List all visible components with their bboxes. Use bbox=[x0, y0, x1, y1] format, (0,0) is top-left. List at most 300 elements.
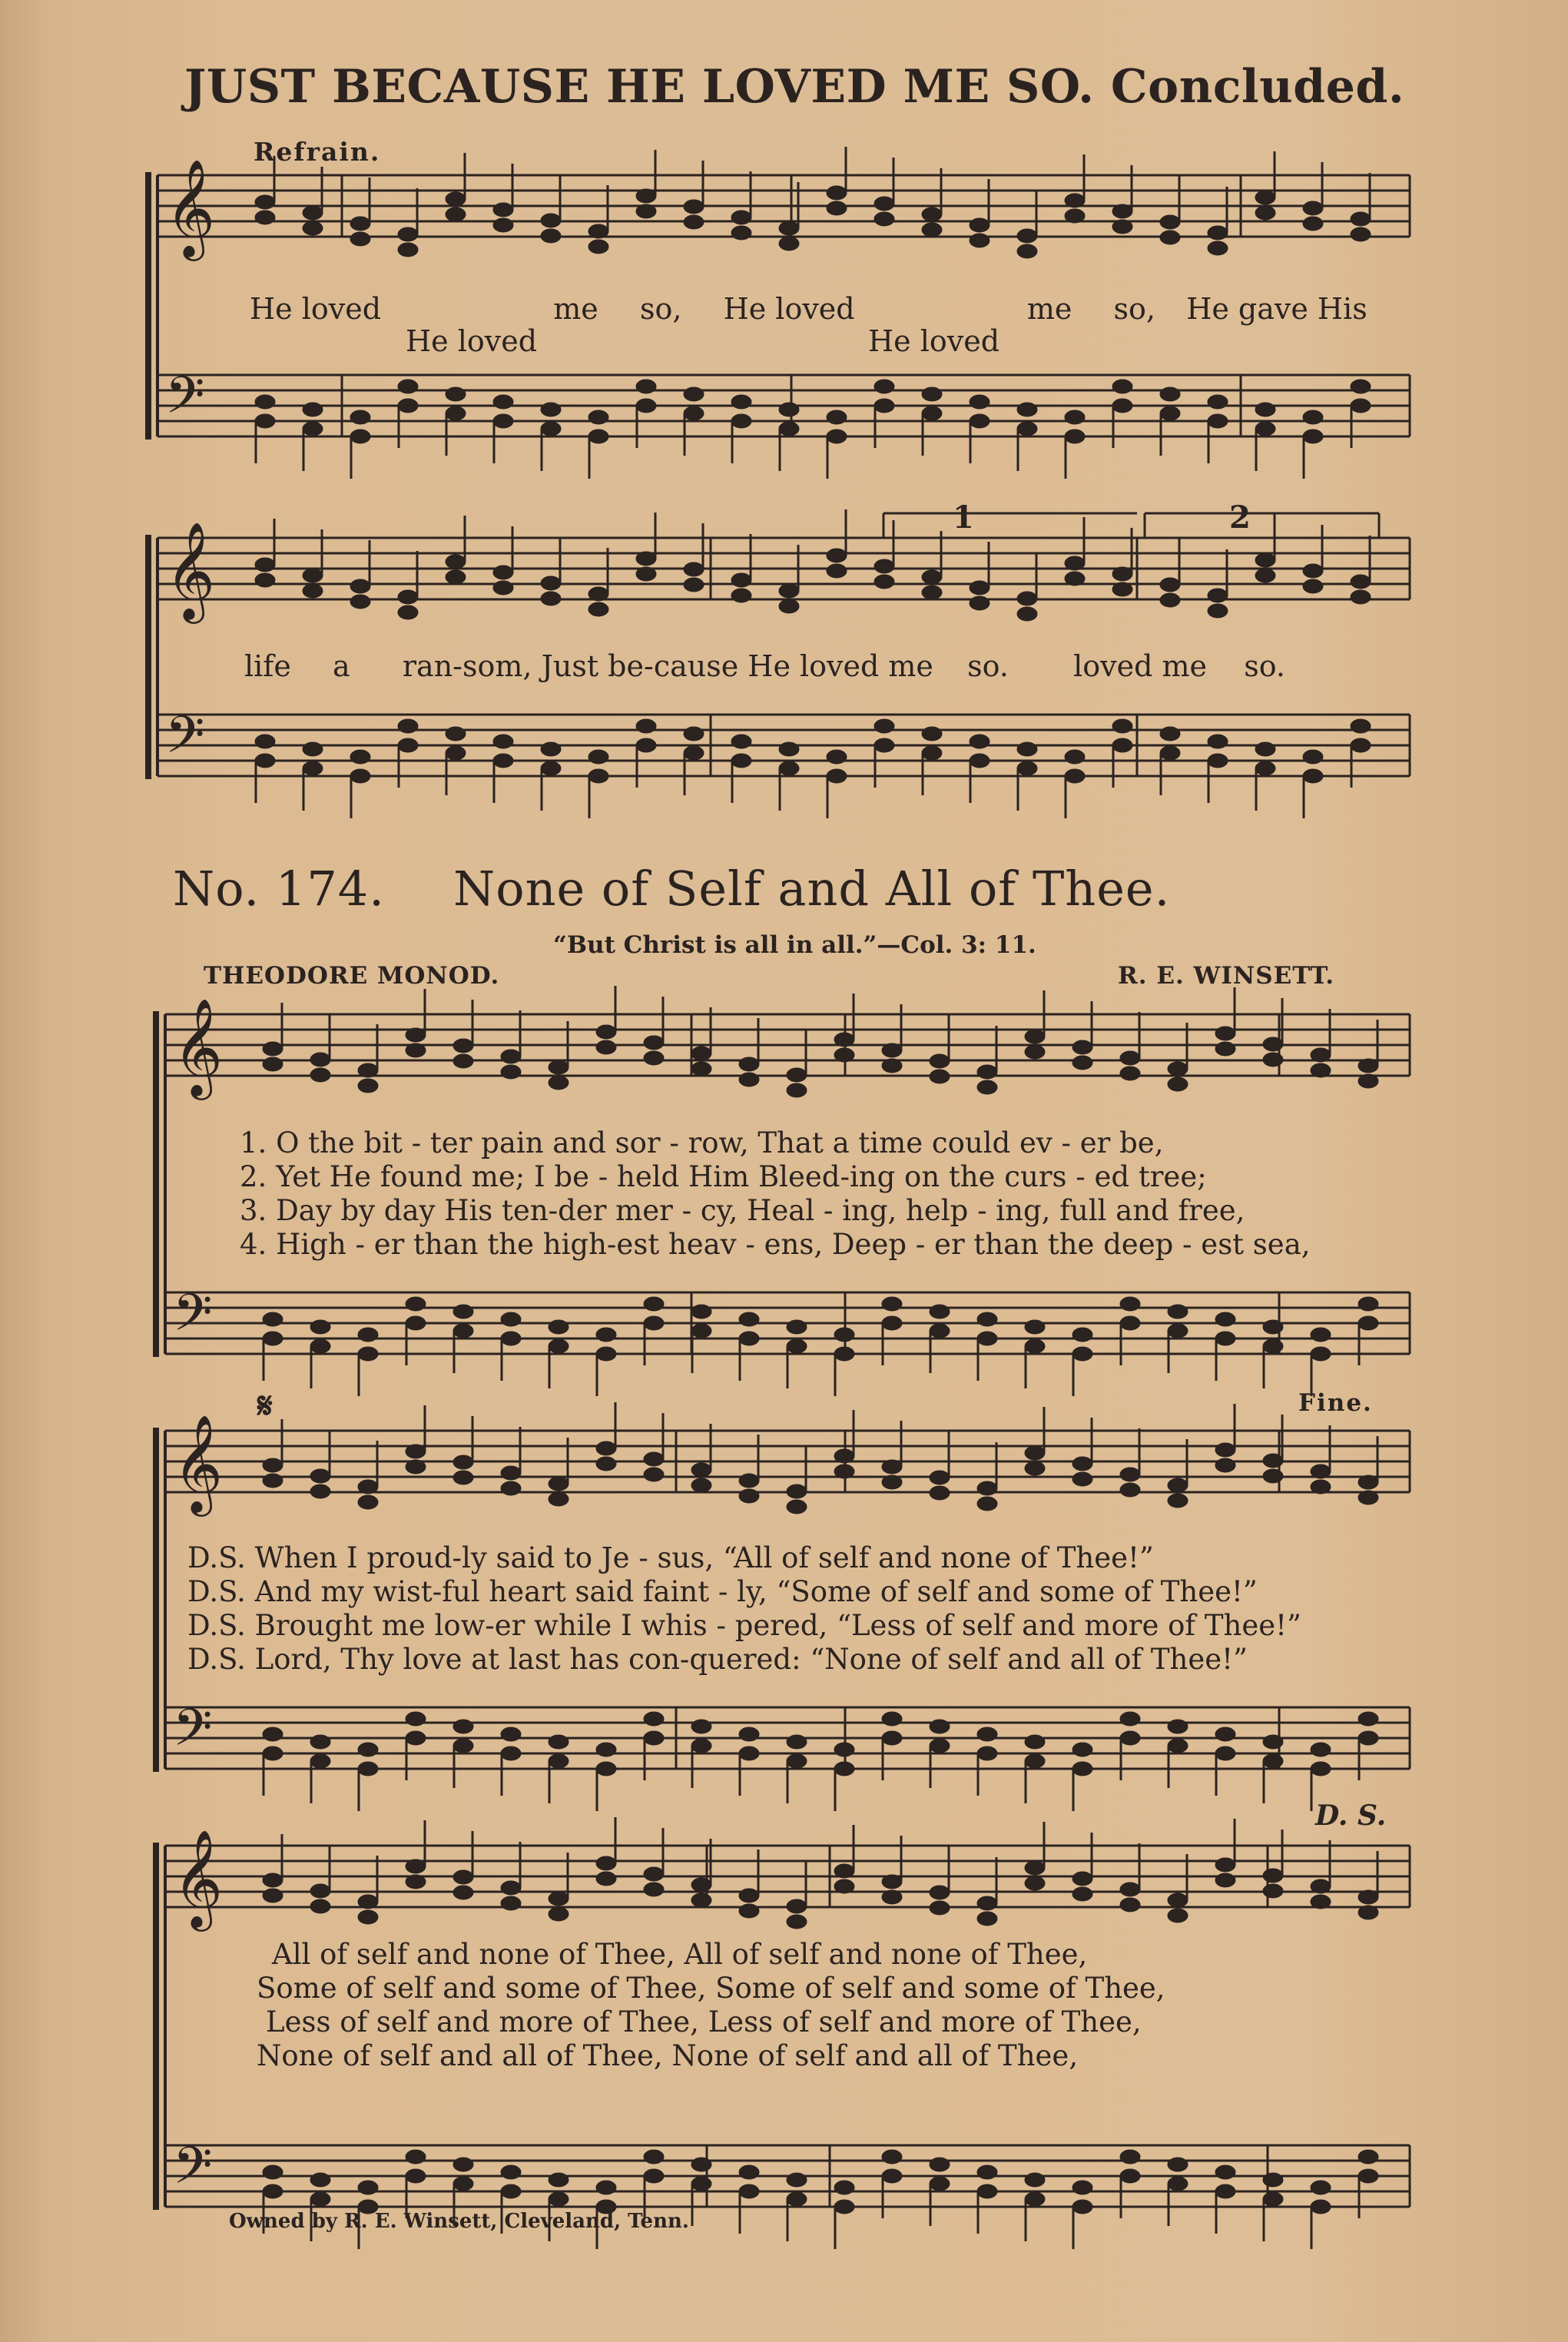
note-head bbox=[446, 746, 466, 760]
note-head bbox=[787, 1899, 807, 1913]
lyricist: THEODORE MONOD. bbox=[204, 962, 500, 990]
note-head bbox=[588, 769, 608, 783]
note-head bbox=[596, 1743, 616, 1756]
lyric-word: so. bbox=[1244, 649, 1285, 683]
note-head bbox=[1160, 231, 1180, 244]
note-head bbox=[1168, 1494, 1188, 1508]
note-head bbox=[874, 575, 894, 589]
ds-line-1: D.S. When I proud-ly said to Je - sus, “All of self and none of Thee!” bbox=[187, 1541, 1154, 1574]
note-head bbox=[1263, 1037, 1283, 1051]
note-head bbox=[1311, 1743, 1331, 1756]
note-head bbox=[549, 1060, 569, 1074]
note-head bbox=[501, 1481, 521, 1495]
note-head bbox=[1263, 2192, 1283, 2206]
note-head bbox=[310, 1053, 330, 1067]
note-head bbox=[1065, 556, 1085, 570]
note-head bbox=[1160, 746, 1180, 760]
note-head bbox=[1120, 1316, 1140, 1330]
note-head bbox=[1208, 589, 1228, 602]
note-head bbox=[644, 1712, 664, 1726]
note-head bbox=[1255, 742, 1275, 756]
lyric-word: so. bbox=[967, 649, 1009, 683]
note-head bbox=[882, 1316, 902, 1330]
note-head bbox=[263, 1873, 283, 1887]
fine-mark: Fine. bbox=[1298, 1389, 1373, 1417]
note-head bbox=[501, 1881, 521, 1895]
note-head bbox=[1311, 1465, 1331, 1478]
lyric-word: He loved bbox=[250, 292, 382, 326]
note-head bbox=[644, 1051, 664, 1065]
treble-clef: 𝄞 bbox=[173, 1829, 224, 1927]
note-head bbox=[358, 1079, 378, 1093]
bass-clef: 𝄢 bbox=[173, 1283, 213, 1355]
note-head bbox=[1072, 2181, 1092, 2194]
note-head bbox=[731, 754, 751, 768]
note-head bbox=[1120, 1067, 1140, 1080]
treble-clef: 𝄞 bbox=[173, 997, 224, 1096]
note-head bbox=[1112, 220, 1132, 234]
note-head bbox=[644, 1468, 664, 1481]
note-head bbox=[1120, 2169, 1140, 2183]
note-head bbox=[779, 599, 799, 613]
note-head bbox=[1358, 1475, 1378, 1489]
note-head bbox=[1168, 2158, 1188, 2171]
note-head bbox=[549, 1339, 569, 1353]
note-head bbox=[541, 214, 561, 227]
note-head bbox=[501, 1466, 521, 1480]
note-head bbox=[1215, 2184, 1235, 2198]
note-head bbox=[255, 395, 275, 409]
note-head bbox=[541, 761, 561, 775]
note-head bbox=[977, 1332, 997, 1345]
note-head bbox=[739, 2165, 759, 2179]
note-head bbox=[882, 2169, 902, 2183]
note-head bbox=[684, 406, 704, 420]
note-head bbox=[827, 186, 847, 200]
note-head bbox=[1168, 1478, 1188, 1492]
note-head bbox=[1303, 564, 1323, 578]
note-head bbox=[1168, 1909, 1188, 1922]
note-head bbox=[977, 1481, 997, 1495]
note-head bbox=[1168, 2177, 1188, 2191]
note-head bbox=[787, 1735, 807, 1749]
note-head bbox=[358, 1495, 378, 1509]
note-head bbox=[636, 567, 656, 581]
note-head bbox=[263, 1312, 283, 1326]
treble-clef: 𝄞 bbox=[165, 521, 216, 619]
note-head bbox=[310, 1884, 330, 1898]
note-head bbox=[930, 2177, 950, 2191]
note-head bbox=[255, 573, 275, 587]
note-head bbox=[1255, 422, 1275, 436]
note-head bbox=[882, 1059, 902, 1073]
note-head bbox=[1358, 1059, 1378, 1073]
note-head bbox=[1351, 575, 1371, 589]
ds-mark: D. S. bbox=[1315, 1800, 1387, 1832]
note-head bbox=[1303, 579, 1323, 593]
note-head bbox=[644, 1867, 664, 1881]
note-head bbox=[263, 1474, 283, 1488]
note-head bbox=[1065, 572, 1085, 586]
note-head bbox=[1351, 380, 1371, 393]
note-head bbox=[930, 1471, 950, 1484]
note-head bbox=[636, 380, 656, 393]
note-head bbox=[310, 2173, 330, 2187]
note-head bbox=[1112, 719, 1132, 733]
note-head bbox=[1025, 1861, 1045, 1875]
note-head bbox=[970, 754, 990, 768]
lyric-bass-2: He loved bbox=[868, 324, 1000, 358]
note-head bbox=[834, 1328, 854, 1342]
note-head bbox=[930, 1886, 950, 1899]
note-head bbox=[596, 1872, 616, 1886]
note-head bbox=[303, 569, 323, 582]
note-head bbox=[834, 1048, 854, 1062]
note-head bbox=[1120, 1468, 1140, 1481]
note-head bbox=[263, 1889, 283, 1902]
note-head bbox=[636, 719, 656, 733]
note-head bbox=[398, 243, 418, 257]
note-head bbox=[834, 1743, 854, 1756]
note-head bbox=[501, 1332, 521, 1345]
lyric-bass-1: He loved bbox=[406, 324, 538, 358]
note-head bbox=[1255, 569, 1275, 582]
note-head bbox=[1065, 410, 1085, 424]
note-head bbox=[1072, 1872, 1092, 1886]
note-head bbox=[684, 746, 704, 760]
lyric-word: He loved bbox=[723, 292, 855, 326]
note-head bbox=[1112, 567, 1132, 581]
note-head bbox=[303, 403, 323, 416]
note-head bbox=[1160, 387, 1180, 401]
note-head bbox=[930, 1070, 950, 1083]
note-head bbox=[350, 579, 370, 593]
note-head bbox=[1120, 1297, 1140, 1311]
note-head bbox=[977, 2184, 997, 2198]
note-head bbox=[493, 566, 513, 579]
note-head bbox=[255, 754, 275, 768]
note-head bbox=[255, 735, 275, 748]
note-head bbox=[977, 1896, 997, 1910]
note-head bbox=[1017, 742, 1037, 756]
note-head bbox=[549, 1907, 569, 1921]
note-head bbox=[787, 1915, 807, 1929]
note-head bbox=[493, 218, 513, 232]
note-head bbox=[970, 581, 990, 595]
note-head bbox=[1065, 769, 1085, 783]
verse-line-4: 4. High - er than the high-est heav - ens, Deep - er than the deep - est sea, bbox=[240, 1228, 1311, 1261]
note-head bbox=[263, 1057, 283, 1071]
note-head bbox=[255, 414, 275, 428]
note-head bbox=[1311, 1328, 1331, 1342]
note-head bbox=[398, 590, 418, 604]
note-head bbox=[588, 587, 608, 601]
note-head bbox=[1025, 2192, 1045, 2206]
note-head bbox=[739, 1474, 759, 1488]
note-head bbox=[398, 380, 418, 393]
note-head bbox=[1112, 738, 1132, 752]
note-head bbox=[739, 1312, 759, 1326]
note-head bbox=[1168, 1720, 1188, 1733]
note-head bbox=[1025, 1876, 1045, 1890]
note-head bbox=[731, 589, 751, 602]
note-head bbox=[358, 1063, 378, 1077]
note-head bbox=[930, 1324, 950, 1338]
note-head bbox=[977, 1312, 997, 1326]
note-head bbox=[930, 1901, 950, 1915]
note-head bbox=[501, 1896, 521, 1910]
note-head bbox=[549, 1320, 569, 1334]
note-head bbox=[453, 1870, 473, 1884]
note-head bbox=[1311, 1879, 1331, 1893]
note-head bbox=[1311, 1347, 1331, 1361]
note-head bbox=[882, 1890, 902, 1904]
note-head bbox=[398, 227, 418, 241]
note-head bbox=[1120, 1712, 1140, 1726]
note-head bbox=[1215, 1332, 1235, 1345]
note-head bbox=[1120, 1731, 1140, 1745]
lyric-word: life bbox=[244, 649, 291, 683]
volta-2: 2 bbox=[1229, 499, 1251, 536]
note-head bbox=[874, 380, 894, 393]
note-head bbox=[977, 1727, 997, 1741]
note-head bbox=[549, 2173, 569, 2187]
note-head bbox=[453, 1324, 473, 1338]
note-head bbox=[263, 2184, 283, 2198]
note-head bbox=[827, 410, 847, 424]
note-head bbox=[1351, 399, 1371, 413]
note-head bbox=[834, 1465, 854, 1478]
note-head bbox=[263, 1042, 283, 1056]
composer: R. E. WINSETT. bbox=[1118, 962, 1335, 990]
note-head bbox=[922, 570, 942, 584]
note-head bbox=[1311, 2200, 1331, 2214]
note-head bbox=[446, 406, 466, 420]
note-head bbox=[739, 1057, 759, 1071]
note-head bbox=[1120, 1898, 1140, 1912]
note-head bbox=[1160, 406, 1180, 420]
note-head bbox=[739, 1727, 759, 1741]
note-head bbox=[596, 1328, 616, 1342]
note-head bbox=[1351, 227, 1371, 241]
note-head bbox=[1351, 590, 1371, 604]
note-head bbox=[596, 2181, 616, 2194]
note-head bbox=[1215, 1873, 1235, 1887]
verse-line-3: 3. Day by day His ten-der mer - cy, Heal - ing, help - ing, full and free, bbox=[240, 1194, 1245, 1227]
note-head bbox=[787, 1500, 807, 1514]
note-head bbox=[1303, 750, 1323, 764]
note-head bbox=[739, 1904, 759, 1918]
lyric-word: ran-som, bbox=[402, 649, 532, 683]
note-head bbox=[684, 387, 704, 401]
note-head bbox=[1215, 1747, 1235, 1760]
note-head bbox=[1168, 1739, 1188, 1753]
note-head bbox=[731, 573, 751, 587]
note-head bbox=[731, 395, 751, 409]
note-head bbox=[684, 727, 704, 741]
note-head bbox=[1263, 1884, 1283, 1898]
note-head bbox=[1358, 1074, 1378, 1088]
note-head bbox=[874, 559, 894, 573]
note-head bbox=[1025, 1461, 1045, 1475]
note-head bbox=[1065, 430, 1085, 443]
note-head bbox=[549, 1892, 569, 1906]
lyric-word: a bbox=[333, 649, 350, 683]
note-head bbox=[588, 240, 608, 254]
note-head bbox=[406, 1445, 426, 1458]
note-head bbox=[596, 1025, 616, 1039]
note-head bbox=[691, 1324, 711, 1338]
note-head bbox=[1303, 769, 1323, 783]
bass-clef: 𝄢 bbox=[173, 1698, 213, 1770]
note-head bbox=[358, 2181, 378, 2194]
note-head bbox=[446, 570, 466, 584]
note-head bbox=[1017, 592, 1037, 605]
note-head bbox=[358, 1910, 378, 1924]
note-head bbox=[644, 2150, 664, 2164]
note-head bbox=[827, 750, 847, 764]
note-head bbox=[684, 215, 704, 229]
note-head bbox=[549, 1754, 569, 1768]
note-head bbox=[446, 207, 466, 221]
note-head bbox=[1168, 1077, 1188, 1091]
note-head bbox=[1112, 204, 1132, 218]
segno-sign: 𝄋 bbox=[257, 1385, 273, 1426]
chorus-line-4: None of self and all of Thee, None of self and all of Thee, bbox=[257, 2039, 1079, 2072]
note-head bbox=[1311, 1048, 1331, 1062]
note-head bbox=[1351, 738, 1371, 752]
bass-clef: 𝄢 bbox=[165, 366, 205, 437]
note-head bbox=[787, 1484, 807, 1498]
note-head bbox=[255, 558, 275, 572]
note-head bbox=[1263, 1735, 1283, 1749]
song-title-concluded: JUST BECAUSE HE LOVED ME SO. Concluded. bbox=[184, 60, 1405, 114]
note-head bbox=[739, 1889, 759, 1902]
note-head bbox=[779, 237, 799, 250]
note-head bbox=[1208, 735, 1228, 748]
note-head bbox=[739, 1489, 759, 1503]
note-head bbox=[874, 719, 894, 733]
note-head bbox=[691, 1739, 711, 1753]
note-head bbox=[922, 207, 942, 221]
note-head bbox=[834, 1449, 854, 1463]
note-head bbox=[310, 1754, 330, 1768]
note-head bbox=[1263, 1869, 1283, 1883]
bass-clef: 𝄢 bbox=[165, 705, 205, 777]
note-head bbox=[501, 1065, 521, 1079]
note-head bbox=[255, 211, 275, 224]
note-head bbox=[882, 1475, 902, 1489]
note-head bbox=[1120, 1883, 1140, 1896]
refrain-label: Refrain. bbox=[254, 137, 381, 167]
note-head bbox=[406, 1297, 426, 1311]
note-head bbox=[636, 204, 656, 218]
note-head bbox=[453, 1471, 473, 1484]
note-head bbox=[1072, 2200, 1092, 2214]
note-head bbox=[644, 1036, 664, 1050]
note-head bbox=[1208, 226, 1228, 240]
note-head bbox=[493, 754, 513, 768]
note-head bbox=[1263, 1320, 1283, 1334]
lyric-word: loved me bbox=[1073, 649, 1208, 683]
note-head bbox=[977, 1497, 997, 1511]
note-head bbox=[446, 555, 466, 569]
note-head bbox=[1358, 1906, 1378, 1919]
note-head bbox=[691, 1478, 711, 1492]
note-head bbox=[310, 1320, 330, 1334]
note-head bbox=[882, 1043, 902, 1057]
note-head bbox=[882, 1297, 902, 1311]
note-head bbox=[834, 2181, 854, 2194]
note-head bbox=[1072, 1056, 1092, 1070]
note-head bbox=[684, 562, 704, 576]
note-head bbox=[310, 1484, 330, 1498]
note-head bbox=[779, 742, 799, 756]
note-head bbox=[501, 1312, 521, 1326]
note-head bbox=[977, 2165, 997, 2179]
note-head bbox=[493, 581, 513, 595]
lyric-word: so, bbox=[639, 292, 682, 326]
note-head bbox=[1160, 593, 1180, 607]
note-head bbox=[970, 395, 990, 409]
note-head bbox=[1017, 607, 1037, 621]
note-head bbox=[350, 595, 370, 609]
note-head bbox=[1112, 399, 1132, 413]
note-head bbox=[1303, 217, 1323, 231]
note-head bbox=[310, 1735, 330, 1749]
note-head bbox=[834, 1347, 854, 1361]
note-head bbox=[922, 223, 942, 237]
note-head bbox=[1351, 212, 1371, 226]
bass-clef: 𝄢 bbox=[173, 2136, 213, 2208]
note-head bbox=[731, 226, 751, 240]
note-head bbox=[1072, 1762, 1092, 1776]
note-head bbox=[1072, 1743, 1092, 1756]
treble-clef: 𝄞 bbox=[165, 158, 216, 257]
note-head bbox=[350, 217, 370, 231]
note-head bbox=[787, 1339, 807, 1353]
lyric-word: Just be-cause He loved me bbox=[541, 649, 933, 683]
note-head bbox=[691, 2177, 711, 2191]
note-head bbox=[970, 234, 990, 247]
note-head bbox=[1215, 1727, 1235, 1741]
verse-line-2: 2. Yet He found me; I be - held Him Bleed-ing on the curs - ed tree; bbox=[240, 1160, 1207, 1193]
note-head bbox=[1017, 403, 1037, 416]
note-head bbox=[1168, 1062, 1188, 1076]
ds-line-4: D.S. Lord, Thy love at last has con-quered: “None of self and all of Thee!” bbox=[187, 1643, 1248, 1676]
note-head bbox=[644, 1731, 664, 1745]
note-head bbox=[977, 1747, 997, 1760]
note-head bbox=[1215, 2165, 1235, 2179]
chorus-line-1: All of self and none of Thee, All of self and none of Thee, bbox=[272, 1938, 1088, 1971]
note-head bbox=[691, 2158, 711, 2171]
note-head bbox=[1358, 1316, 1378, 1330]
note-head bbox=[398, 738, 418, 752]
lyric-line-2 bbox=[244, 649, 1285, 683]
note-head bbox=[596, 1762, 616, 1776]
note-head bbox=[406, 1859, 426, 1873]
note-head bbox=[493, 414, 513, 428]
note-head bbox=[1120, 1051, 1140, 1065]
note-head bbox=[398, 399, 418, 413]
note-head bbox=[303, 221, 323, 235]
note-head bbox=[350, 750, 370, 764]
note-head bbox=[977, 1065, 997, 1079]
chorus-line-3: Less of self and more of Thee, Less of self and more of Thee, bbox=[266, 2005, 1142, 2038]
note-head bbox=[739, 1747, 759, 1760]
note-head bbox=[731, 414, 751, 428]
note-head bbox=[350, 410, 370, 424]
